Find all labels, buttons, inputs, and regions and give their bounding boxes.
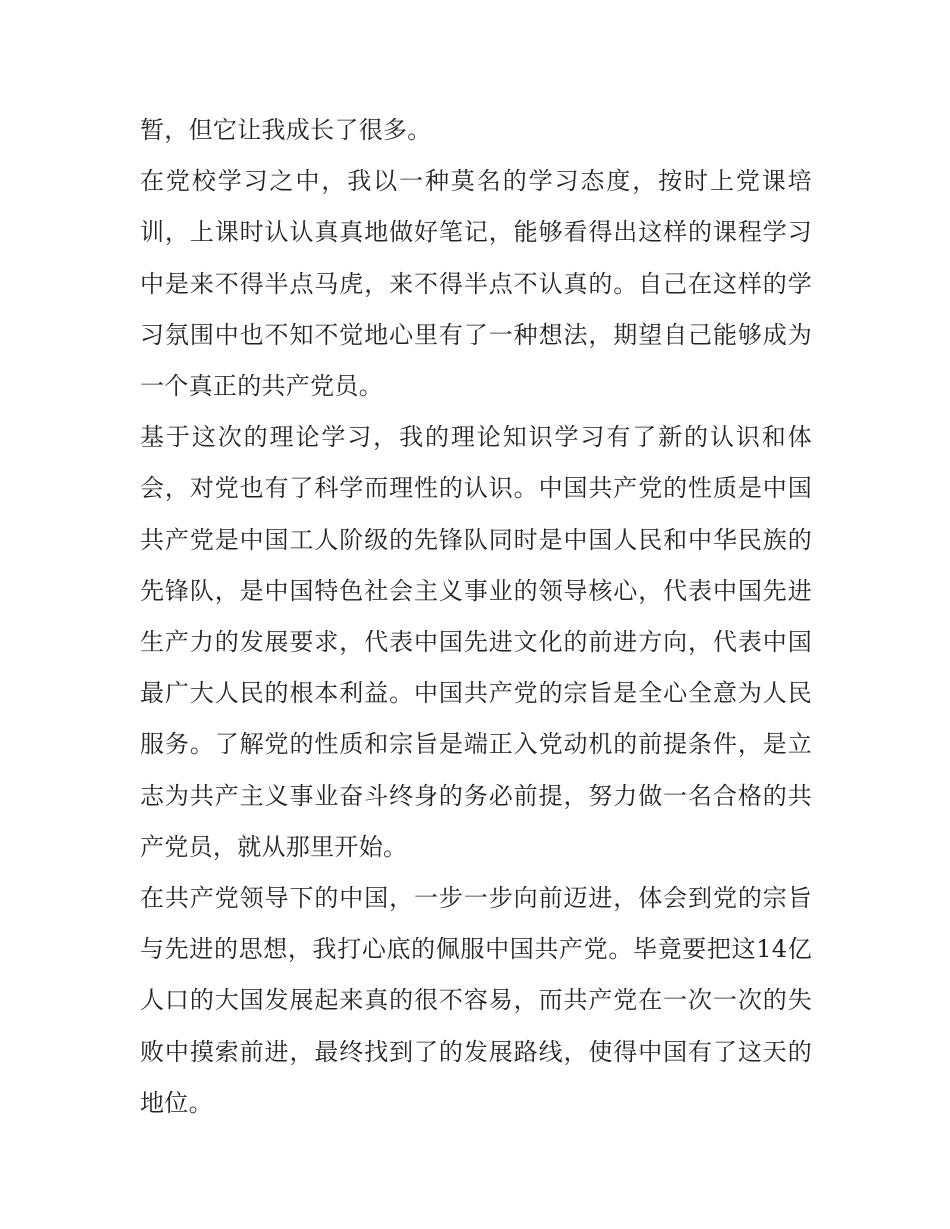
paragraph-2: 在党校学习之中，我以一种莫名的学习态度，按时上党课培训，上课时认认真真地做好笔记，能够看得出这样的课程学习中是来不得半点马虎，来不得半点不认真的。自己在这样的学习氛围中也不知不觉地心里有了一种想法，期望自己能够成为一个真正的共产党员。: [140, 167, 812, 401]
paragraph-4: 在共产党领导下的中国，一步一步向前迈进，体会到党的宗旨与先进的思想，我打心底的佩服中国共产党。毕竟要把这14亿人口的大国发展起来真的很不容易，而共产党在一次一次的失败中摸索前进，最终找到了的发展路线，使得中国有了这天的地位。: [140, 884, 812, 1117]
paragraph-3: 基于这次的理论学习，我的理论知识学习有了新的认识和体会，对党也有了科学而理性的认识。中国共产党的性质是中国共产党是中国工人阶级的先锋队同时是中国人民和中华民族的先锋队，是中国特色社会主义事业的领导核心，代表中国先进生产力的发展要求，代表中国先进文化的前进方向，代表中国最广大人民的根本利益。中国共产党的宗旨是全心全意为人民服务。了解党的性质和宗旨是端正入党动机的前提条件，是立志为共产主义事业奋斗终身的务必前提，努力做一名合格的共产党员，就从那里开始。: [140, 423, 812, 861]
document-body: [140, 105, 812, 1129]
paragraph-1: 暂，但它让我成长了很多。: [140, 116, 432, 144]
